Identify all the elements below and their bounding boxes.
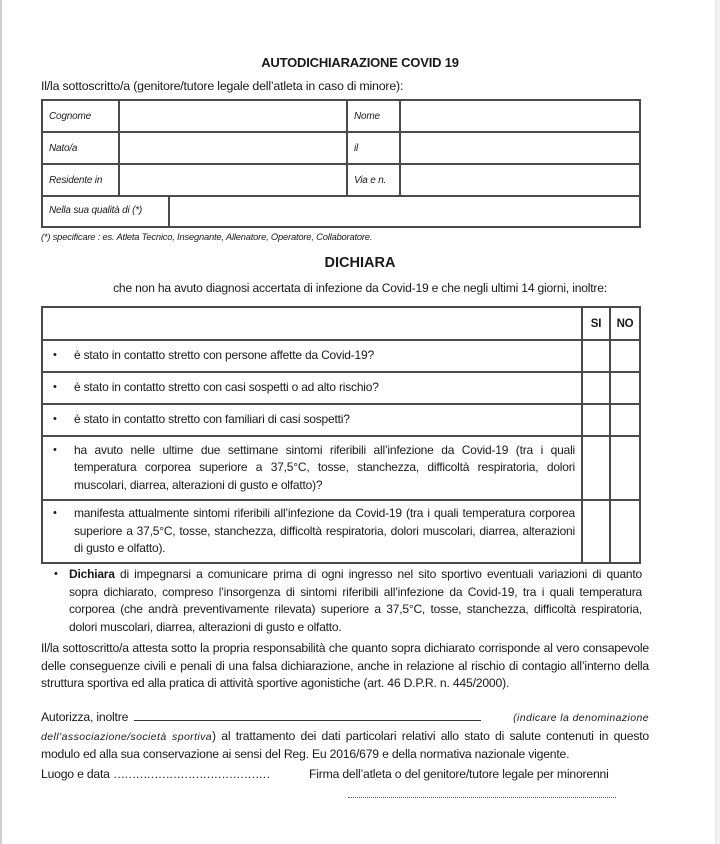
answer-si-cell[interactable] (582, 436, 610, 500)
question-text: è stato in contatto stretto con casi sospetti o ad alto rischio? (74, 380, 379, 395)
dichiara-heading: DICHIARA (324, 255, 396, 271)
authorize-hint-end: dell’associazione/società sportiva (41, 730, 213, 743)
field-nato[interactable] (119, 132, 347, 164)
answer-si-cell[interactable] (582, 372, 610, 404)
label-il: il (347, 132, 400, 164)
intro-text: Il/la sottoscritto/a (genitore/tutore legale dell’atleta in caso di minore): (41, 79, 404, 93)
question-row (42, 340, 640, 372)
place-date-label: Luogo e data (41, 767, 110, 781)
document-title: AUTODICHIARAZIONE COVID 19 (261, 55, 459, 70)
answer-no-cell[interactable] (610, 404, 640, 436)
row-cognome-nome (42, 100, 640, 132)
question-text: è stato in contatto stretto con familiari di casi sospetti? (74, 412, 350, 427)
role-table (41, 195, 641, 228)
personal-data-table (41, 99, 641, 197)
questions-table (41, 306, 641, 564)
label-residente: Residente in (42, 164, 119, 196)
question-row (42, 500, 640, 563)
authorize-text: ) al trattamento dei dati particolari relativi allo stato di salute contenuti in questo modulo ed alla sua conservazione ai sensi del Reg. Eu 2016/679 e della normativa nazionale vigente. (41, 728, 649, 762)
row-qualita (42, 195, 640, 227)
answer-si-cell[interactable] (582, 404, 610, 436)
row-nato-il (42, 132, 640, 164)
signature-label: Firma dell’atleta o del genitore/tutore legale per minorenni (309, 767, 609, 781)
question-text: è stato in contatto stretto con persone affette da Covid-19? (74, 348, 374, 363)
bullet-icon: • (53, 443, 57, 456)
commitment-declaration (52, 566, 642, 636)
question-row (42, 372, 640, 404)
page-edge-right (715, 0, 720, 844)
signature-field[interactable] (348, 795, 616, 798)
field-residente[interactable] (119, 164, 347, 196)
label-nato: Nato/a (42, 132, 119, 164)
field-via[interactable] (400, 164, 640, 196)
field-qualita[interactable] (169, 195, 640, 227)
page-edge-left (0, 0, 2, 844)
answer-no-cell[interactable] (610, 372, 640, 404)
role-footnote: (*) specificare : es. Atleta Tecnico, Insegnante, Allenatore, Operatore, Collaboratore. (41, 231, 373, 242)
field-data-nascita[interactable] (400, 132, 640, 164)
header-no: NO (610, 307, 640, 340)
question-text: ha avuto nelle ultime due settimane sintomi riferibili all’infezione da Covid-19 (tra i quali temperatura corporea superiore a 37,5°C, tosse, stanchezza, difficoltà respiratoria, dolori muscolari, diarrea, alterazioni di gusto e olfatto)? (74, 442, 575, 492)
bullet-icon: • (53, 413, 57, 426)
question-text: manifesta attualmente sintomi riferibili all’infezione da Covid-19 (tra i quali temperatura corporea superiore a 37,5°C, tosse, stanchezza, difficoltà respiratoria, dolori muscolari, diarrea, alterazioni di gusto e olfatto). (74, 506, 575, 555)
answer-no-cell[interactable] (610, 436, 640, 500)
association-name-field[interactable] (134, 710, 481, 721)
field-cognome[interactable] (119, 100, 347, 132)
declare-text: di impegnarsi a comunicare prima di ogni ingresso nel sito sportivo eventuali variazioni di quanto sopra dichiarato, compreso l’insorgenza di sintomi riferibili all’infezione da Covid-19, tra i quali temperatura corporea (che andrà preventivamente rilevata) superiore a 37,5°C, tosse, stanchezza, difficoltà respiratoria, dolori muscolari, diarrea, alterazioni di gusto e olfatto. (69, 567, 642, 634)
bullet-icon: • (54, 568, 58, 580)
answer-no-cell[interactable] (610, 500, 640, 563)
dichiara-subtitle: che non ha avuto diagnosi accertata di infezione da Covid-19 e che negli ultimi 14 giorni, inoltre: (113, 281, 607, 295)
label-nome: Nome (347, 100, 400, 132)
answer-si-cell[interactable] (582, 500, 610, 563)
answer-si-cell[interactable] (582, 340, 610, 372)
questions-header-row (42, 307, 640, 340)
authorize-hint: (indicare la denominazione (513, 712, 649, 724)
header-empty-cell (42, 307, 582, 340)
question-row (42, 404, 640, 436)
field-nome[interactable] (400, 100, 640, 132)
bullet-icon: • (53, 381, 57, 394)
authorize-prefix: Autorizza, inoltre (41, 710, 129, 724)
authorization-paragraph (41, 709, 649, 764)
header-si: SI (582, 307, 610, 340)
label-via: Via e n. (347, 164, 400, 196)
declare-bold: Dichiara (69, 567, 115, 581)
label-qualita: Nella sua qualità di (*) (42, 195, 169, 227)
label-cognome: Cognome (42, 100, 119, 132)
place-date-field[interactable]: …………………………………… (112, 767, 270, 781)
bullet-icon: • (53, 349, 57, 362)
answer-no-cell[interactable] (610, 340, 640, 372)
place-date-line (41, 767, 270, 781)
row-residenza-via (42, 164, 640, 196)
attestation-paragraph: Il/la sottoscritto/a attesta sotto la propria responsabilità che quanto sopra dichiarato corrisponde al vero consapevole delle conseguenze civili e penali di una falsa dichiarazione, anche in relazione al rischio di contagio all’interno della struttura sportiva ed alla pratica di attività sportive agonistiche (art. 46 D.P.R. n. 445/2000). (41, 641, 649, 691)
bullet-icon: • (53, 507, 57, 519)
question-row (42, 436, 640, 500)
